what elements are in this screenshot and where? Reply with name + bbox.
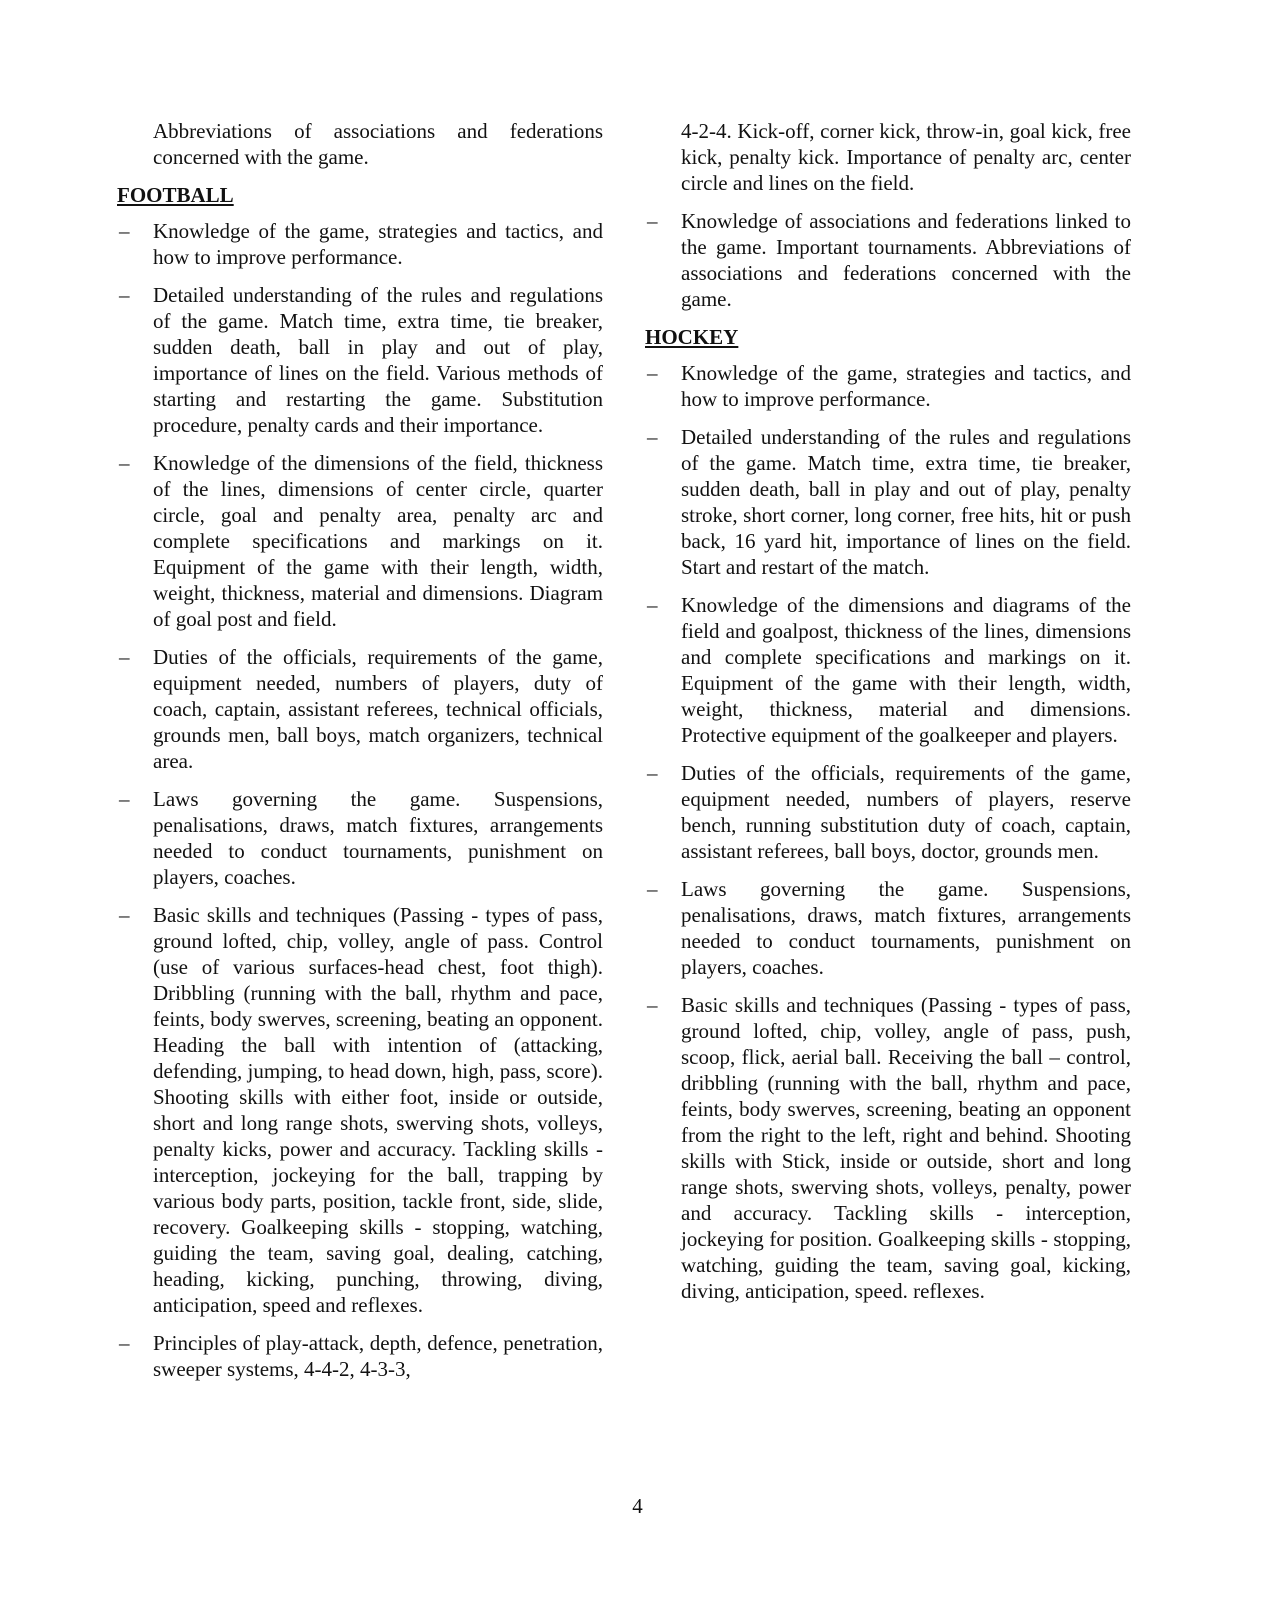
football-item	[117, 902, 603, 1318]
hockey-item-text: Detailed understanding of the rules and regulations of the game. Match time, extra time, tie breaker, sudden death, ball in play and out of play, penalty stroke, short corner, long corner, free hits, hit or push back, 16 yard hit, importance of lines on the field. Start and restart of the match.	[681, 425, 1131, 579]
bullet-dash: –	[119, 1331, 130, 1355]
hockey-item-text: Knowledge of the dimensions and diagrams of the field and goalpost, thickness of the lines, dimensions and complete specifications and markings on it. Equipment of the game with their length, width, weight, thickness, material and dimensions. Protective equipment of the goalkeeper and players.	[681, 593, 1131, 747]
football-item	[117, 282, 603, 438]
right-column	[645, 118, 1131, 1316]
bullet-dash: –	[119, 283, 130, 307]
football-item	[117, 450, 603, 632]
hockey-item	[645, 992, 1131, 1304]
football-item-text: Basic skills and techniques (Passing - types of pass, ground lofted, chip, volley, angle of pass. Control (use of various surfaces-head chest, foot thigh). Dribbling (running with the ball, rhythm and pace, feints, body swerves, screening, beating an opponent. Heading the ball with intention of (attacking, defending, jumping, to head down, high, pass, score). Shooting skills with either foot, inside or outside, short and long range shots, swerving shots, volleys, penalty kicks, power and accuracy. Tackling skills - interception, jockeying for the ball, trapping by various body parts, position, tackle front, side, slide, recovery. Goalkeeping skills - stopping, watching, guiding the team, saving goal, dealing, catching, heading, kicking, punching, throwing, diving, anticipation, speed and reflexes.	[153, 903, 603, 1317]
bullet-dash: –	[647, 209, 658, 233]
hockey-item-text: Knowledge of the game, strategies and tactics, and how to improve performance.	[681, 361, 1131, 411]
football-item-text: Laws governing the game. Suspensions, penalisations, draws, match fixtures, arrangements needed to conduct tournaments, punishment on players, coaches.	[153, 787, 603, 889]
hockey-item	[645, 424, 1131, 580]
football-item-text: Knowledge of the dimensions of the field, thickness of the lines, dimensions of center circle, quarter circle, goal and penalty area, penalty arc and complete specifications and markings on it. Equipment of the game with their length, width, weight, thickness, material and dimensions. Diagram of goal post and field.	[153, 451, 603, 631]
football-item-text: Principles of play-attack, depth, defence, penetration, sweeper systems, 4-4-2, 4-3-3,	[153, 1331, 603, 1381]
football-item	[117, 786, 603, 890]
bullet-dash: –	[119, 451, 130, 475]
football-item	[645, 208, 1131, 312]
football-item-text: Detailed understanding of the rules and regulations of the game. Match time, extra time, tie breaker, sudden death, ball in play and out of play, importance of lines on the field. Various methods of starting and restarting the game. Substitution procedure, penalty cards and their importance.	[153, 283, 603, 437]
bullet-dash: –	[647, 361, 658, 385]
page-number: 4	[632, 1494, 643, 1518]
hockey-item-text: Basic skills and techniques (Passing - types of pass, ground lofted, chip, volley, angle of pass, push, scoop, flick, aerial ball. Receiving the ball – control, dribbling (running with the ball, rhythm and pace, feints, body swerves, screening, beating an opponent from the right to the left, right and behind. Shooting skills with Stick, inside or outside, short and long range shots, swerving shots, volleys, penalty, power and accuracy. Tackling skills - interception, jockeying for position. Goalkeeping skills - stopping, watching, guiding the team, saving goal, kicking, diving, anticipation, speed. reflexes.	[681, 993, 1131, 1303]
bullet-dash: –	[647, 761, 658, 785]
bullet-dash: –	[119, 219, 130, 243]
football-item	[117, 1330, 603, 1382]
hockey-item	[645, 760, 1131, 864]
bullet-dash: –	[119, 787, 130, 811]
football-item-text: Knowledge of associations and federations linked to the game. Important tournaments. Abbreviations of associations and federations concerned with the game.	[681, 209, 1131, 311]
bullet-dash: –	[647, 877, 658, 901]
hockey-item	[645, 360, 1131, 412]
bullet-dash: –	[647, 993, 658, 1017]
hockey-item-text: Duties of the officials, requirements of the game, equipment needed, numbers of players, reserve bench, running substitution duty of coach, captain, assistant referees, ball boys, doctor, grounds men.	[681, 761, 1131, 863]
left-column	[117, 118, 603, 1394]
hockey-item-text: Laws governing the game. Suspensions, penalisations, draws, match fixtures, arrangements needed to conduct tournaments, punishment on players, coaches.	[681, 877, 1131, 979]
hockey-item	[645, 592, 1131, 748]
football-item	[117, 644, 603, 774]
football-heading: FOOTBALL	[117, 183, 234, 207]
hockey-item	[645, 876, 1131, 980]
football-item-text: Knowledge of the game, strategies and tactics, and how to improve performance.	[153, 219, 603, 269]
bullet-dash: –	[119, 645, 130, 669]
left-intro-paragraph: Abbreviations of associations and federations concerned with the game.	[153, 119, 603, 169]
football-item-text: Duties of the officials, requirements of the game, equipment needed, numbers of players, duty of coach, captain, assistant referees, technical officials, grounds men, ball boys, match organizers, technical area.	[153, 645, 603, 773]
bullet-dash: –	[647, 593, 658, 617]
right-continuation-paragraph: 4-2-4. Kick-off, corner kick, throw-in, goal kick, free kick, penalty kick. Importance of penalty arc, center circle and lines on the field.	[681, 119, 1131, 195]
football-item	[117, 218, 603, 270]
bullet-dash: –	[119, 903, 130, 927]
hockey-heading: HOCKEY	[645, 325, 739, 349]
bullet-dash: –	[647, 425, 658, 449]
